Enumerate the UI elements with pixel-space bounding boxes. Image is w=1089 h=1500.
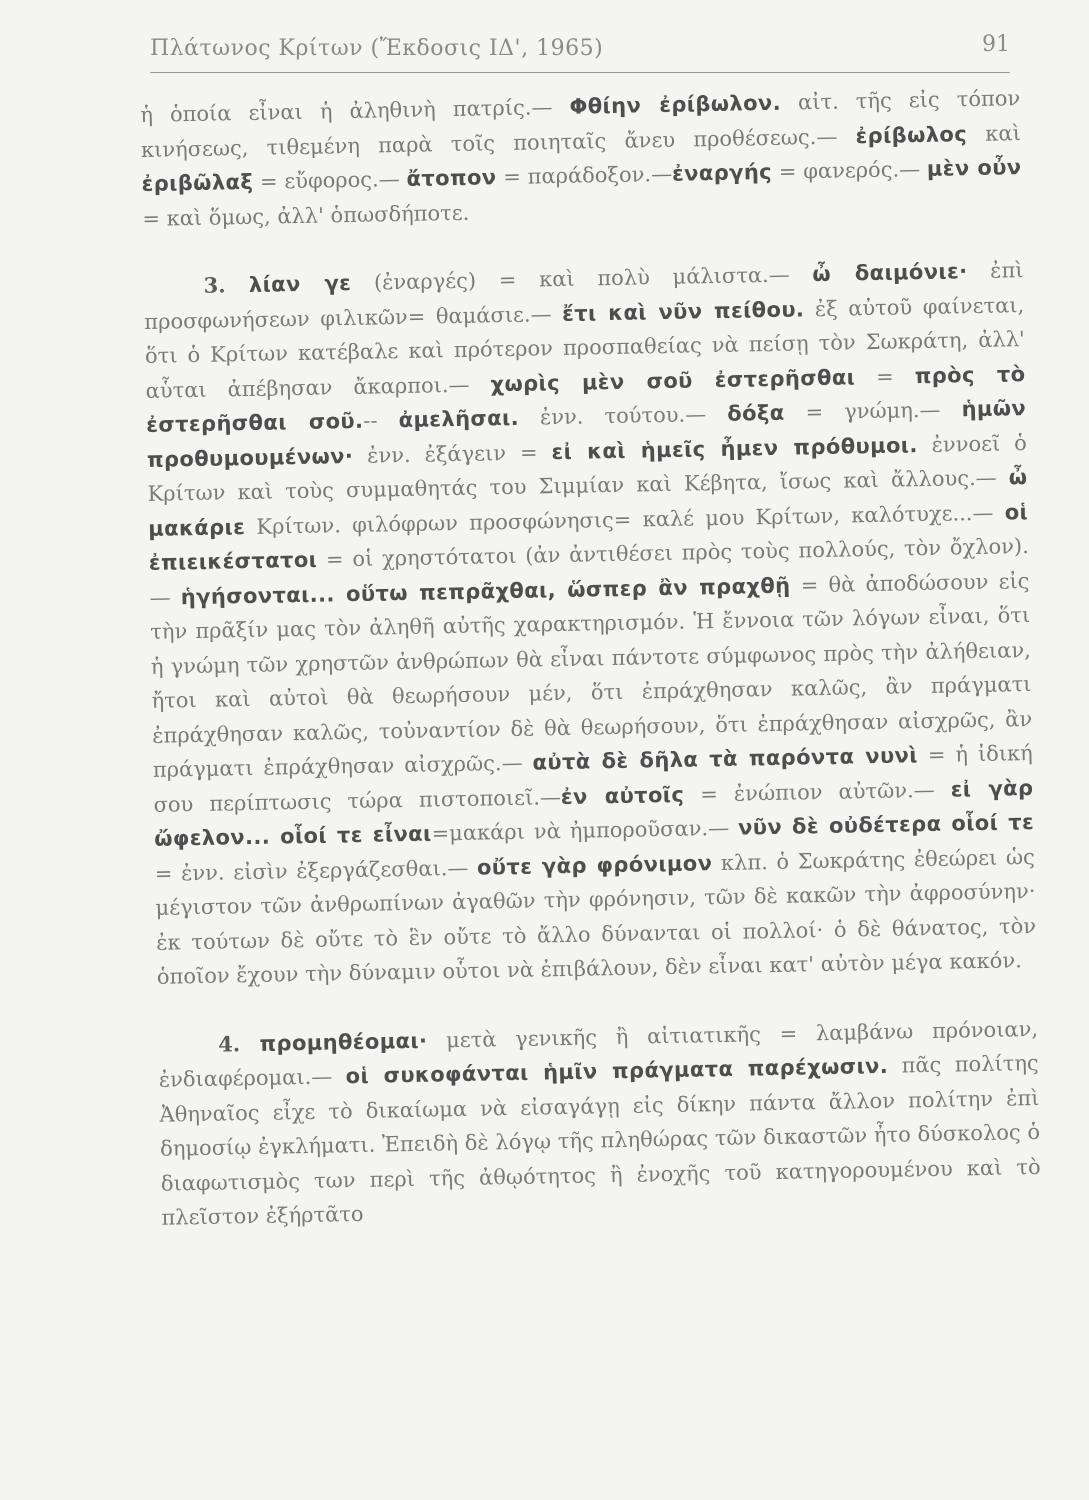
- gloss-text: = θὰ ἀποδώσουν εἰς τὴν πρᾶξίν μας τὸν ἀληθῆ αὐτῆς χαρακτηρισμόν. Ἡ ἔννοια τῶν λόγων εἶναι, ὅτι ἡ γνώμη τῶν χρηστῶν ἀνθρώπων θὰ εἶναι πάντοτε σύμφωνος πρὸς τὴν ἀλήθειαν, ἤτοι καὶ αὐτοὶ θὰ θεωρήσουν μέν, ὅτι ἐπράχθησαν καλῶς, ἂν πράγματι ἐπράχθησαν καλῶς, τοὐναντίον δὲ θὰ θεωρήσουν, ὅτι ἐπράχθησαν αἰσχρῶς, ἂν πράγματι ἐπράχθησαν αἰσχρῶς.—: [150, 568, 1033, 782]
- lemma-term: ἐν αὐτοῖς: [560, 782, 685, 809]
- lemma-term: μὲν οὖν: [926, 155, 1022, 181]
- lemma-term: εἰ γὰρ ὤφελον... οἷοί τε εἶναι: [153, 775, 1034, 851]
- gloss-text: πᾶς πολίτης Ἀθηναῖος εἶχε τὸ δικαίωμα νὰ εἰσαγάγῃ εἰς δίκην πάντα ἄλλον πολίτην ἐπὶ δημοσίῳ ἐγκλήματι. Ἐπειδὴ δὲ λόγῳ τῆς πληθώρας τῶν δικαστῶν ἦτο δύσκολος ὁ διαφωτισμὸς των περὶ τῆς ἀθῳότητος ἢ ἐνοχῆς τοῦ κατηγορουμένου καὶ τὸ πλεῖστον ἐξήρτᾶτο: [159, 1050, 1041, 1230]
- page-number: 91: [982, 32, 1010, 57]
- gloss-text: = ἡ ἰδική σου περίπτωσις τώρα πιστοποιεῖ.—: [153, 740, 1033, 817]
- lemma-term: δόξα: [727, 400, 785, 426]
- gloss-text: = γνώμη.—: [784, 397, 962, 425]
- commentary-text: [140, 81, 1042, 1235]
- gloss-text: ἐνν. ἐξάγειν =: [352, 439, 552, 468]
- lemma-term: Φθίην ἐρίβωλον.: [569, 90, 782, 119]
- gloss-text: = ἐνν. εἰσὶν ἐξεργάζεσθαι.—: [154, 855, 478, 886]
- gloss-text: ἐννοεῖ ὁ Κρίτων καὶ τοὺς συμμαθητάς του Σιμμίαν καὶ Κέβητα, ἴσως καὶ ἄλλους.—: [147, 430, 1028, 506]
- gloss-text: (ἐναργές) = καὶ πολὺ μάλιστα.—: [351, 262, 813, 295]
- gloss-text: Κρίτων.: [244, 512, 342, 539]
- gloss-text: = φανερός.—: [771, 156, 928, 184]
- running-head: Πλάτωνος Κρίτων (Ἔκδοσις ΙΔ', 1965): [150, 36, 604, 61]
- gloss-text: = εὔφορος.—: [252, 166, 407, 194]
- lemma-term: πρὸς τὸ ἐστερῆσθαι σοῦ.: [146, 361, 1026, 437]
- lemma-term: εἰ καὶ ἡμεῖς ἦμεν πρόθυμοι.: [551, 432, 918, 464]
- gloss-text: φιλόφρων προσφώνησις= καλέ μου Κρίτων, καλότυχε...—: [340, 499, 1005, 537]
- lemma-term: ἔτι καὶ νῦν πείθου.: [561, 296, 805, 326]
- lemma-term: αὐτὰ δὲ δῆλα τὰ παρόντα νυνὶ: [532, 743, 919, 775]
- lemma-term: χωρὶς μὲν σοῦ ἐστερῆσθαι: [490, 364, 856, 396]
- gloss-text: ἡ ὁποία εἶναι ἡ ἀληθινὴ πατρίς.—: [140, 94, 570, 127]
- gloss-text: μετὰ γενικῆς ἢ αἰτιατικῆς = λαμβάνω πρόνοιαν, ἐνδιαφέρομαι.—: [158, 1016, 1039, 1092]
- lemma-term: ὦ δαιμόνιε·: [812, 259, 968, 287]
- gloss-text: καὶ: [966, 120, 1022, 146]
- lemma-term: νῦν δὲ οὐδέτερα οἷοί τε: [737, 809, 1035, 840]
- section-number: 3.: [203, 271, 250, 298]
- commentary-paragraph: [158, 1011, 1042, 1235]
- lemma-term: ὦ μακάριε: [148, 465, 1028, 541]
- gloss-text: = ἐνώπιον αὐτῶν.—: [683, 777, 951, 807]
- commentary-paragraph: [143, 253, 1037, 994]
- commentary-paragraph: [140, 81, 1022, 236]
- gloss-text: = καὶ ὅμως, ἀλλ' ὁπωσδήποτε.: [142, 200, 470, 231]
- lemma-term: ἐναργής: [671, 159, 773, 186]
- lemma-term: λίαν γε: [248, 270, 352, 297]
- gloss-text: =μακάρι νὰ ἠμποροῦσαν.—: [431, 815, 739, 846]
- gloss-text: ἐνν. τούτου.—: [518, 401, 728, 430]
- lemma-term: ἐριβῶλαξ: [141, 169, 254, 196]
- lemma-term: ἐρίβωλος: [855, 121, 968, 148]
- gloss-text: ἐπὶ προσφωνήσεων φιλικῶν= θαμάσιε.—: [144, 258, 1024, 334]
- gloss-text: αἰτ. τῆς εἰς τόπον κινήσεως, τιθεμένη παρὰ τοῖς ποιηταῖς ἄνευ προθέσεως.—: [140, 86, 1021, 162]
- gloss-text: ἐξ αὐτοῦ φαίνεται, ὅτι ὁ Κρίτων κατέβαλε καὶ πρότερον προσπαθείας νὰ πείσῃ τὸν Σωκράτη, ἀλλ' αὗται ἀπέβησαν ἄκαρποι.—: [144, 292, 1026, 403]
- page-header: [150, 28, 1010, 73]
- lemma-term: οὔτε γὰρ φρόνιμον: [476, 850, 713, 880]
- gloss-text: =: [854, 363, 915, 389]
- gloss-text: --: [363, 408, 399, 433]
- gloss-text: = οἱ χρηστότατοι (ἀν ἀντιθέσει πρὸς τοὺς πολλούς, τὸν ὄχλον).—: [149, 534, 1029, 610]
- lemma-term: ἡγήσονται... οὕτω πεπρᾶχθαι, ὥσπερ ἂν πραχθῇ: [180, 573, 791, 609]
- lemma-term: προμηθέομαι·: [259, 1028, 428, 1056]
- lemma-term: ἡμῶν προθυμουμένων·: [146, 396, 1027, 472]
- lemma-term: ἀμελῆσαι.: [398, 405, 520, 433]
- lemma-term: ἄτοπον: [406, 165, 497, 191]
- section-number: 4.: [217, 1030, 260, 1057]
- lemma-term: οἱ συκοφάνται ἡμῖν πράγματα παρέχωσιν.: [345, 1053, 889, 1089]
- lemma-term: οἱ ἐπιεικέστατοι: [148, 499, 1029, 575]
- gloss-text: κλπ. ὁ Σωκράτης ἐθεώρει ὡς μέγιστον τῶν ἀνθρωπίνων ἀγαθῶν τὴν φρόνησιν, τῶν δὲ κακῶν τὴν ἀφροσύνην· ἐκ τούτων δὲ οὔτε τὸ ἓν οὔτε τὸ ἄλλο δύνανται οἱ πολλοί· ὁ δὲ θάνατος, τὸν ὁποῖον ἔχουν τὴν δύναμιν οὗτοι νὰ ἐπιβάλουν, δὲν εἶναι κατ' αὐτὸν μέγα κακόν.: [155, 844, 1037, 989]
- gloss-text: = παράδοξον.—: [496, 161, 673, 190]
